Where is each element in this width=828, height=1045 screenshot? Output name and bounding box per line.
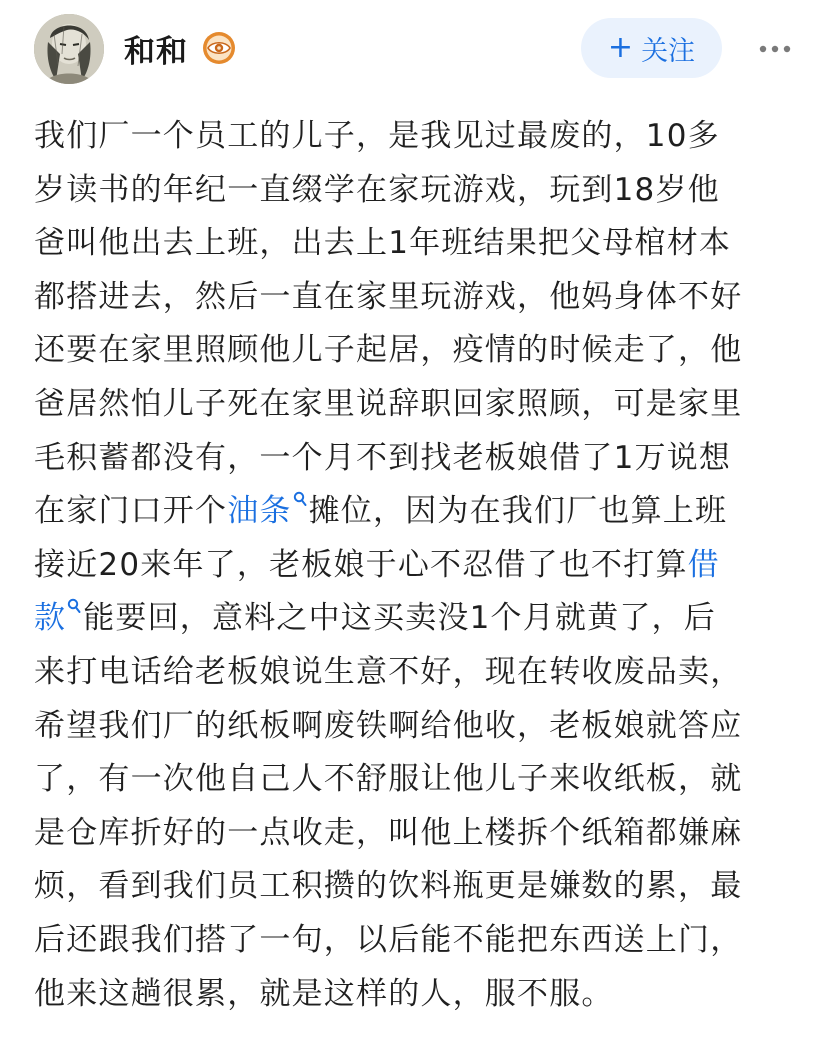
post-line <box>34 807 804 861</box>
post-line <box>34 485 804 539</box>
post-text: 在家门口开个 <box>34 493 228 530</box>
avatar-image <box>34 14 104 84</box>
eye-badge-icon <box>202 31 236 65</box>
post-text: 来打电话给老板娘说生意不好，现在转收废品卖， <box>34 653 743 690</box>
topic-link-youtiao[interactable]: 油条 <box>227 493 292 530</box>
post-text: 爸居然怕儿子死在家里说辞职回家照顾，可是家里 <box>34 385 743 422</box>
post-text: 是仓库折好的一点收走，叫他上楼拆个纸箱都嫌麻 <box>34 814 743 851</box>
post-text: 都搭进去，然后一直在家里玩游戏，他妈身体不好 <box>34 278 743 315</box>
search-icon[interactable] <box>67 598 81 614</box>
post-text: 毛积蓄都没有，一个月不到找老板娘借了1万说想 <box>34 439 732 476</box>
post-text: 希望我们厂的纸板啊废铁啊给他收，老板娘就答应 <box>34 707 743 744</box>
post-line <box>34 592 804 646</box>
post-line <box>34 539 804 593</box>
post-text: 他来这趟很累，就是这样的人，服不服。 <box>34 975 614 1012</box>
post-text: 了，有一次他自己人不舒服让他儿子来收纸板，就 <box>34 761 743 798</box>
follow-button[interactable] <box>581 18 722 78</box>
post-text: 烦，看到我们员工积攒的饮料瓶更是嫌数的累，最 <box>34 868 743 905</box>
post-line <box>34 217 804 271</box>
topic-link-jiekuan[interactable]: 借 <box>687 546 720 583</box>
post-line <box>34 324 804 378</box>
post-line <box>34 646 804 700</box>
post-text: 爸叫他出去上班，出去上1年班结果把父母棺材本 <box>34 225 732 262</box>
post-header <box>0 0 828 100</box>
post-line <box>34 753 804 807</box>
search-icon[interactable] <box>293 491 307 507</box>
post-body <box>34 110 804 1021</box>
post-text: 后还跟我们搭了一句，以后能不能把东西送上门， <box>34 921 743 958</box>
post-text: 接近20来年了，老板娘于心不忍借了也不打算 <box>34 546 688 583</box>
post-line <box>34 432 804 486</box>
post-line <box>34 164 804 218</box>
post-text: 岁读书的年纪一直缀学在家玩游戏，玩到18岁他 <box>34 171 720 208</box>
post-line <box>34 110 804 164</box>
post-line <box>34 378 804 432</box>
post-text: 还要在家里照顾他儿子起居，疫情的时候走了，他 <box>34 332 743 369</box>
post-text: 摊位，因为在我们厂也算上班 <box>308 493 728 530</box>
topic-link-jiekuan-cont[interactable]: 款 <box>34 600 67 637</box>
plus-icon: + <box>607 30 634 65</box>
post-line <box>34 914 804 968</box>
follow-label: 关注 <box>641 35 696 67</box>
author-name[interactable]: 和和 <box>124 34 188 70</box>
avatar[interactable] <box>34 14 104 84</box>
post-line <box>34 860 804 914</box>
post-text: 能要回，意料之中这买卖没1个月就黄了，后 <box>83 600 716 637</box>
post-line <box>34 271 804 325</box>
post-line <box>34 700 804 754</box>
more-dots-icon[interactable] <box>755 37 795 61</box>
post-line <box>34 968 804 1022</box>
post-text: 我们厂一个员工的儿子，是我见过最废的，10多 <box>34 118 720 154</box>
